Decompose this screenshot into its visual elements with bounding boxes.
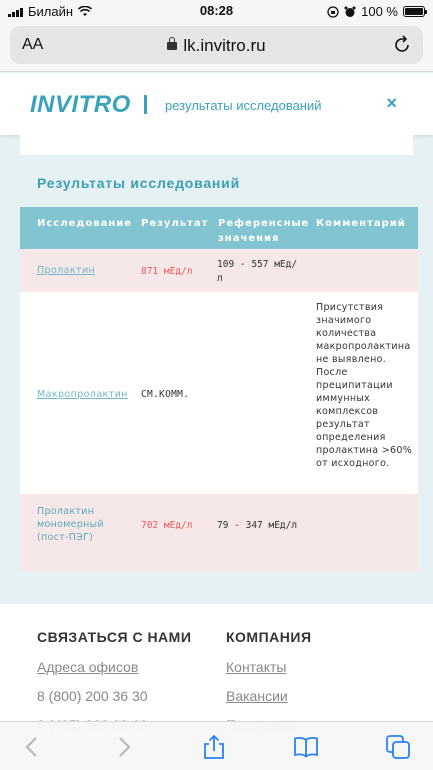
alarm-icon [344, 6, 356, 18]
browser-toolbar [0, 721, 433, 770]
table-row [20, 494, 418, 572]
reference-value-cont: л [217, 273, 223, 284]
result-value: 702 мЕд/л [141, 520, 193, 531]
reload-icon[interactable] [391, 34, 413, 56]
footer-contact-title: СВЯЗАТЬСЯ С НАМИ [37, 629, 192, 645]
url-text: lk.invitro.ru [183, 36, 266, 55]
carrier-label: Билайн [28, 4, 74, 19]
reference-value: 109 - 557 мЕд/ [217, 259, 298, 270]
footer-company-title: КОМПАНИЯ [226, 629, 312, 645]
browser-address-bar [0, 22, 433, 72]
bookmarks-icon[interactable] [293, 734, 319, 760]
column-header-test: Исследование [37, 218, 133, 229]
test-name-monomeric: Пролактин мономерный (пост-ПЭГ) [37, 506, 104, 543]
status-bar [0, 0, 433, 22]
column-header-comment: Комментарий [316, 218, 406, 229]
result-value: СМ.КОММ. [141, 389, 190, 400]
invitro-logo[interactable]: INVITRO [30, 91, 131, 118]
tabs-icon[interactable] [385, 734, 411, 760]
table-header [20, 207, 418, 249]
comment-text: Присутствия значимого количества макропролактина не выявлено. После преципитации иммунных комплексов результат определения пролактина >60% от исходного. [316, 302, 413, 469]
result-value: 871 мЕд/л [141, 266, 193, 277]
card-top [20, 135, 413, 155]
reference-value: 79 - 347 мЕд/л [217, 520, 298, 531]
results-table [20, 207, 418, 572]
site-header [0, 73, 433, 135]
orientation-lock-icon [327, 6, 339, 18]
contacts-link[interactable]: Контакты [226, 659, 287, 675]
test-link-prolactin[interactable]: Пролактин [37, 265, 96, 276]
phone-1[interactable]: 8 (800) 200 36 30 [37, 688, 148, 704]
table-row [20, 292, 418, 494]
vacancies-link[interactable]: Вакансии [226, 688, 288, 704]
share-icon[interactable] [201, 734, 227, 760]
office-addresses-link[interactable]: Адреса офисов [37, 659, 139, 675]
column-header-reference: Референсные значения [218, 218, 310, 244]
clock: 08:28 [199, 3, 234, 18]
reader-settings-button[interactable]: AA [22, 36, 44, 53]
battery-percent: 100 % [361, 4, 398, 19]
table-row [20, 249, 418, 292]
battery-icon [403, 6, 425, 17]
column-header-result: Результат [141, 218, 209, 229]
forward-icon[interactable] [110, 734, 136, 760]
url-field[interactable] [10, 26, 423, 64]
close-icon[interactable]: × [386, 93, 397, 113]
page-title: Результаты исследований [37, 175, 240, 191]
header-subtitle: результаты исследований [165, 98, 322, 113]
test-link-macroprolactin[interactable]: Макропролактин [37, 389, 128, 400]
lock-icon [167, 42, 177, 50]
logo-divider [144, 95, 147, 114]
back-icon[interactable] [20, 734, 46, 760]
